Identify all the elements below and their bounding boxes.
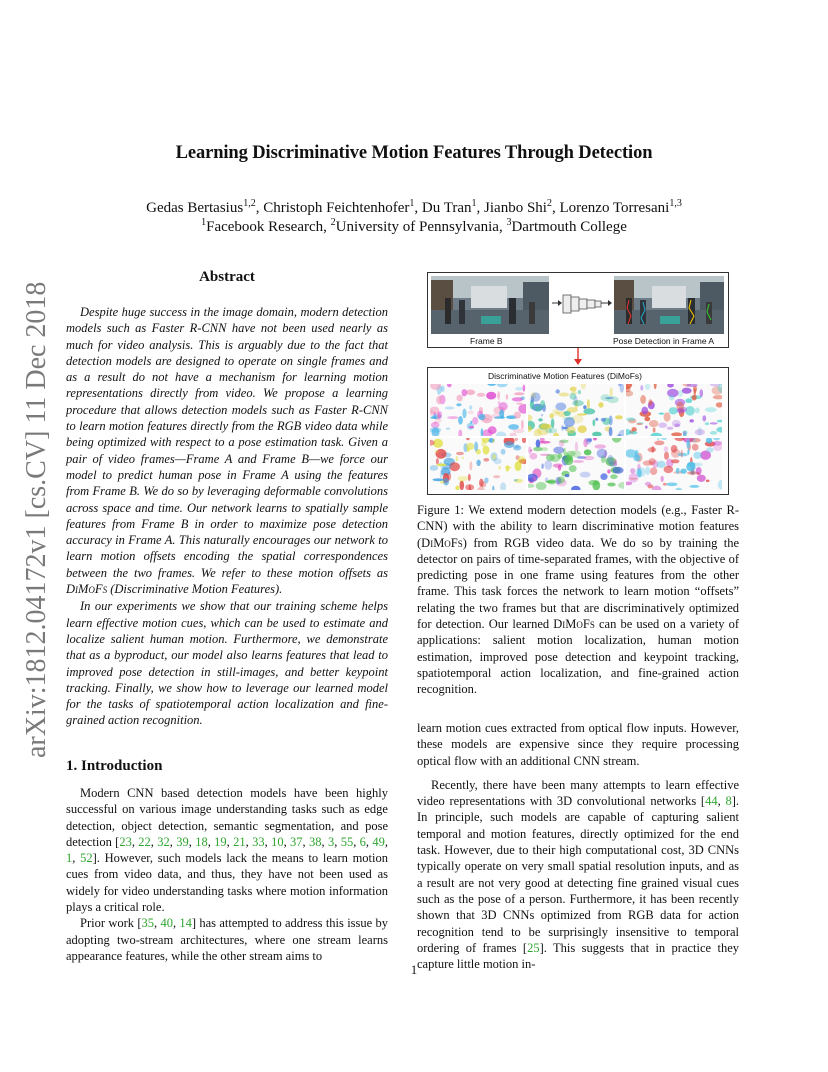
citation-link[interactable]: 55: [340, 834, 354, 849]
citation-link[interactable]: 44: [705, 794, 718, 809]
author-list: Gedas Bertasius$^{1,2}$, Christoph Feichtenhofer$^1$, Du Tran$^1$, Jianbo Shi$^2$, Lorenzo Torresani$^{1,3}$: [146, 198, 682, 216]
citation-link[interactable]: 22: [138, 834, 151, 849]
network-diagram-icon: [550, 283, 614, 323]
citation-link[interactable]: 3: [327, 834, 335, 849]
citation-link[interactable]: 14: [179, 916, 192, 931]
intro-paragraph-2: Prior work [35, 40, 14] has attempted to address this issue by adopting two-stream architectures, where one stream learns appearance features, while the other stream aims to: [66, 916, 389, 963]
citation-link[interactable]: 32: [157, 834, 170, 849]
affiliation: $^3$Dartmouth College: [506, 217, 627, 235]
motion-feature-map: [430, 438, 526, 490]
abstract-paragraph-1: Despite huge success in the image domain, modern detection models such as Faster R-CNN have not been used nearly as much for video analysis. This is arguably due to the fact that detection models are designed to operate on single frames and as a result do not have a mechanism for learning motion representations directly from video. We propose a learning procedure that allows detection models such as Faster R-CNN to learn motion features directly from the RGB video data while being optimized with respect to a pose estimation task. Given a pair of video frames—Frame A and Frame B—we force our model to predict human pose in Frame A using the features from Frame B. We do so by leveraging deformable convolutions across space and time. Our network learns to spatially sample features from Frame B in order to maximize pose detection accuracy in Frame A. This naturally encourages our network to learn motion offsets encoding the spatial correspondences between the two frames. We refer to these motion offsets as DiMoFs (Discriminative Motion Features).: [66, 305, 388, 597]
author-name: Lorenzo Torresani$^{1,3}$: [559, 198, 682, 216]
figure-1-caption: Figure 1: We extend modern detection models (e.g., Faster R-CNN) with the ability to learn discriminative motion features (DiMoFs) from RGB video data. We do so by training the detector on pairs of time-separated frames, with the objective of predicting pose in one frame using features from the other frame. This task forces the network to learn motion “offsets” relating the two frames but that are discriminatively optimized for detection. Our learned DiMoFs can be used on a variety of applications: salient motion localization, human motion estimation, improved pose detection and keypoint tracking, spatiotemporal action localization, and fine-grained action recognition.: [417, 503, 739, 697]
citation-link[interactable]: 23: [119, 834, 132, 849]
motion-feature-map: [626, 384, 722, 436]
citation-link[interactable]: 1: [66, 851, 73, 866]
abstract-paragraph-2: In our experiments we show that our training scheme helps learn effective motion cues, which can be used to estimate and localize salient human motion. Furthermore, we demonstrate that as a byproduct, our model also learns features that lead to improved pose detection in still-images, and better keypoint tracking. Finally, we show how to leverage our learned model for the tasks of spatiotemporal action localization and fine-grained action recognition.: [66, 599, 388, 728]
citation-link[interactable]: 25: [527, 940, 540, 955]
section-heading-introduction: 1. Introduction: [66, 758, 163, 774]
paper-title: Learning Discriminative Motion Features Through Detection: [175, 143, 653, 163]
pose-detection-label: Pose Detection in Frame A: [613, 336, 715, 346]
affiliation: $^1$Facebook Research: [201, 217, 324, 235]
figure-1-top-panel: [427, 272, 729, 348]
motion-feature-map: [528, 384, 624, 436]
citation-link[interactable]: 38: [309, 834, 322, 849]
citation-link[interactable]: 33: [252, 834, 265, 849]
affiliation: $^2$University of Pennsylvania: [330, 217, 499, 235]
intro-paragraph-1: Modern CNN based detection models have been highly successful on various image understanding tasks such as edge detection, object detection, semantic segmentation, and pose detection [23, 22, 32, 39, 18, 19, 21, 33, 10, 37, 38, 3, 55, 6, 49, 1, 52]. However, such models lack the means to learn motion cues from video data, and thus, they have not been used as widely for video understanding tasks where motion information plays a critical role.: [66, 786, 389, 915]
citation-link[interactable]: 21: [233, 834, 246, 849]
author-name: Christoph Feichtenhofer$^1$: [263, 198, 415, 216]
abstract-heading: Abstract: [199, 269, 255, 285]
affiliations: $^1$Facebook Research, $^2$University of Pennsylvania, $^3$Dartmouth College: [201, 217, 627, 235]
motion-feature-map: [528, 438, 624, 490]
citation-link[interactable]: 10: [271, 834, 284, 849]
frame-b-image: [431, 276, 549, 334]
dimofs-panel-label: Discriminative Motion Features (DiMoFs): [488, 371, 642, 381]
introduction-body: [66, 785, 388, 964]
citation-link[interactable]: 18: [195, 834, 208, 849]
figure-1-motion-features-panel: [427, 367, 729, 495]
author-name: Du Tran$^1$: [421, 198, 477, 216]
pose-detection-frame-a-image: [614, 276, 724, 334]
author-name: Gedas Bertasius$^{1,2}$: [146, 198, 256, 216]
citation-link[interactable]: 35: [141, 916, 154, 931]
citation-link[interactable]: 8: [725, 794, 732, 809]
abstract-body: [66, 304, 388, 729]
arxiv-identifier-stamp: [0, 0, 60, 780]
right-paragraph-2: Recently, there have been many attempts to learn effective video representations with 3D convolutional networks [44, 8]. In principle, such models are capable of capturing salient temporal and motion features, directly optimized for the end task. However, due to their high computational cost, 3D CNNs typically operate on very small spatial resolution inputs, and as a result are not very good at detecting fine grained visual cues such as the pose of a person. Furthermore, it has been recently shown that 3D CNNs optimized from RGB data for action recognition tend to be surprisingly insensitive to temporal ordering of frames [25]. This suggests that in practice they capture little motion in-: [417, 777, 740, 972]
arxiv-stamp-text: arXiv:1812.04172v1 [cs.CV] 11 Dec 2018: [21, 281, 52, 758]
right-paragraph-1: learn motion cues extracted from optical flow inputs. However, these models are expensive since they require processing optical flow with an additional CNN stream.: [417, 721, 739, 768]
citation-link[interactable]: 6: [359, 834, 366, 849]
citation-link[interactable]: 19: [214, 834, 227, 849]
right-column-body: [417, 720, 739, 972]
citation-link[interactable]: 40: [160, 916, 173, 931]
citation-link[interactable]: 37: [290, 834, 303, 849]
motion-feature-map: [626, 438, 722, 490]
down-arrow-icon: [572, 348, 584, 366]
dimofs-term: DiMoFs: [66, 582, 108, 597]
author-name: Jianbo Shi$^2$: [484, 198, 552, 216]
citation-link[interactable]: 39: [176, 834, 189, 849]
frame-b-label: Frame B: [470, 336, 503, 346]
page-number: 1: [410, 963, 418, 977]
motion-feature-map: [430, 384, 526, 436]
citation-link[interactable]: 49: [372, 834, 385, 849]
citation-link[interactable]: 52: [80, 851, 93, 866]
